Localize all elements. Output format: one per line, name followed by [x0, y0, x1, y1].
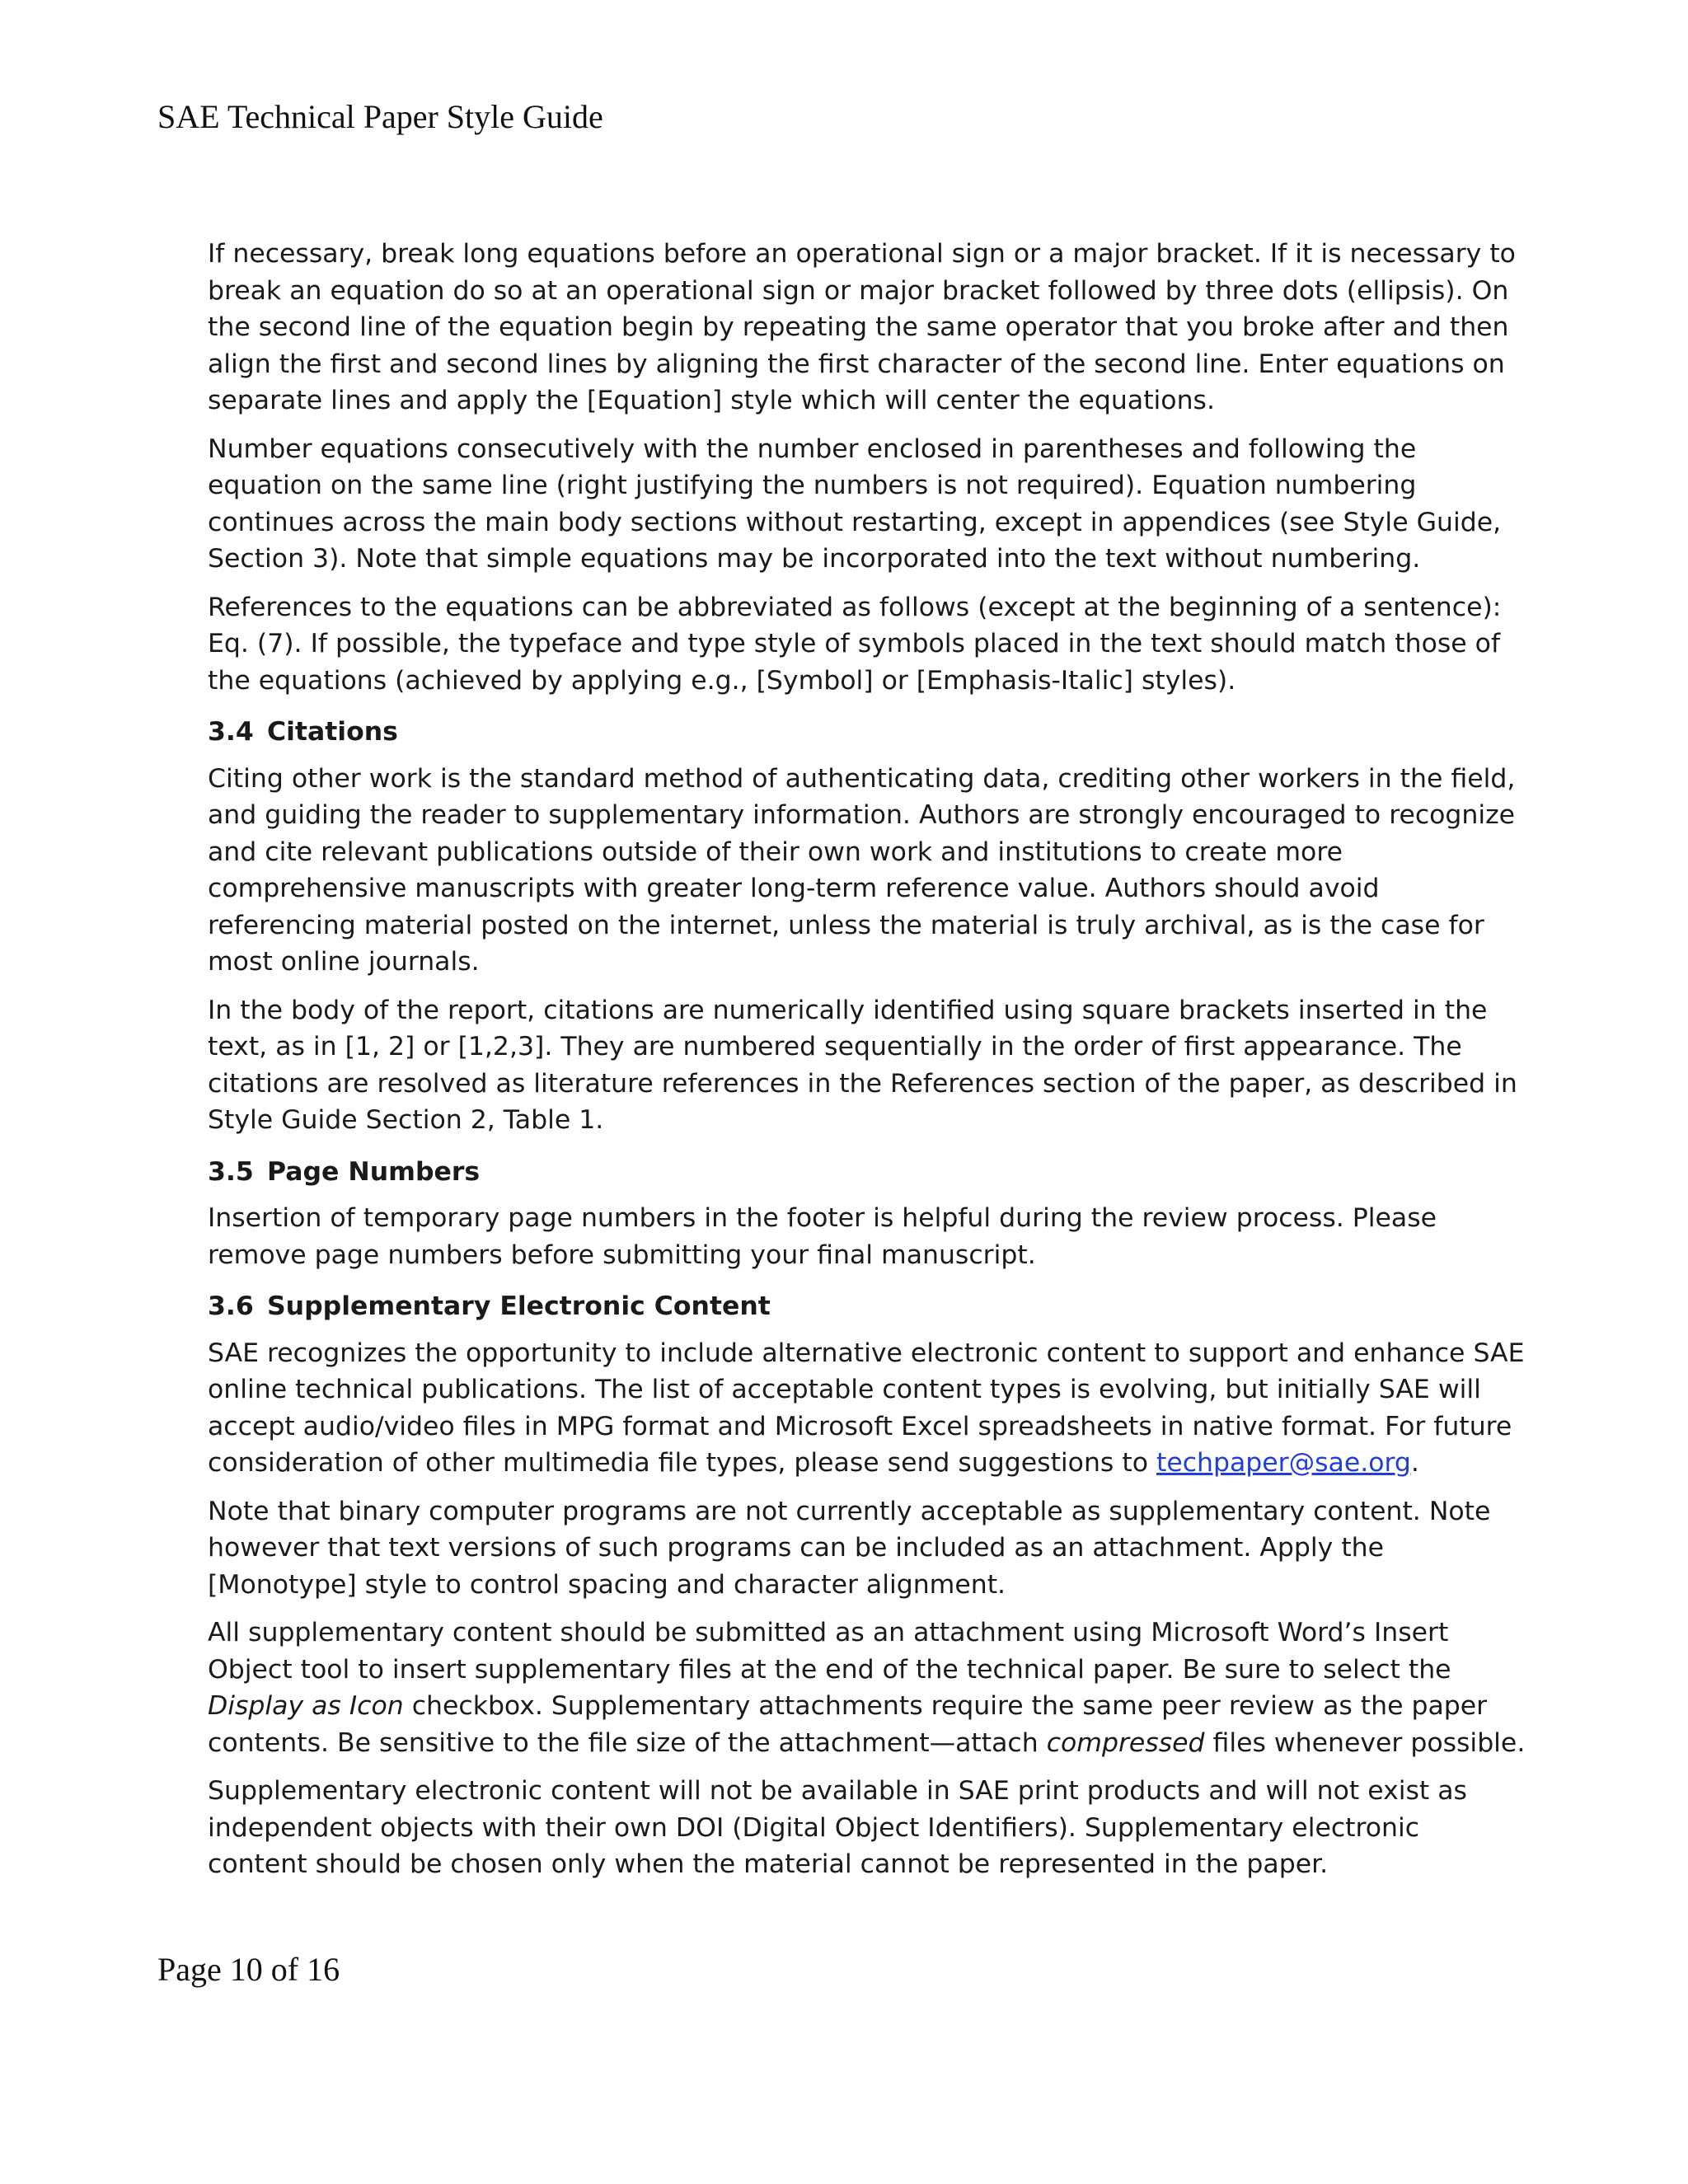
text-run: SAE recognizes the opportunity to include alternative electronic content to support and enhance SAE online technical publications. The list of acceptable content types is evolving, but initially SAE will accept audio/video files in MPG format and Microsoft Excel spreadsheets in native format. For future consideration of other multimedia file types, please send suggestions to — [208, 1338, 1525, 1478]
section-number: 3.5 — [208, 1156, 254, 1187]
text-run: All supplementary content should be submitted as an attachment using Microsoft Word’s Insert Object tool to insert supplementary files at the end of the technical paper. Be sure to select the — [208, 1618, 1451, 1685]
section-heading-page-numbers — [208, 1154, 1526, 1191]
paragraph-citations-intro: Citing other work is the standard method of authenticating data, crediting other workers in the field, and guiding the reader to supplementary information. Authors are strongly encouraged to recognize and cite relevant publications outside of their own work and institutions to create more comprehensive manuscripts with greater long-term reference value. Authors should avoid referencing material posted on the internet, unless the material is truly archival, as is the case for most online journals. — [208, 763, 1516, 977]
text-run: checkbox. Supplementary attachments require the same peer review as the paper contents. Be sensitive to the file size of the attachment—attach — [208, 1691, 1488, 1758]
text-run: . — [1410, 1448, 1419, 1478]
page-number-footer: Page 10 of 16 — [157, 1951, 340, 1988]
paragraph-supplementary-programs: Note that binary computer programs are not currently acceptable as supplementary content. Note however that text versions of such programs can be included as an attachment. Apply the [Monotype] style to control spacing and character alignment. — [208, 1496, 1491, 1600]
section-title: Supplementary Electronic Content — [267, 1291, 771, 1321]
paragraph-supplementary-availability: Supplementary electronic content will not be available in SAE print products and will not exist as independent objects with their own DOI (Digital Object Identifiers). Supplementary electronic content should be chosen only when the material cannot be represented in the paper. — [208, 1776, 1467, 1879]
paragraph-page-numbers: Insertion of temporary page numbers in the footer is helpful during the review process. Please remove page numbers before submitting your final manuscript. — [208, 1203, 1437, 1270]
paragraph-supplementary-intro — [208, 1335, 1526, 1482]
section-heading-supplementary — [208, 1288, 1526, 1325]
emphasis-display-as-icon: Display as Icon — [208, 1691, 404, 1721]
section-title: Page Numbers — [267, 1156, 481, 1187]
paragraph-citations-format: In the body of the report, citations are numerically identified using square brackets inserted in the text, as in [1, 2] or [1,2,3]. They are numbered sequentially in the order of first appearance. The citations are resolved as literature references in the References section of the paper, as described in Style Guide Section 2, Table 1. — [208, 995, 1517, 1135]
section-title: Citations — [267, 717, 398, 747]
document-body — [208, 236, 1526, 1895]
paragraph-supplementary-attachments — [208, 1615, 1526, 1761]
email-link[interactable]: techpaper@sae.org — [1156, 1448, 1411, 1478]
paragraph-equations-references: References to the equations can be abbreviated as follows (except at the beginning of a sentence): Eq. (7). If possible, the typeface and type style of symbols placed in the text should match those of the equations (achieved by applying e.g., [Symbol] or [Emphasis-Italic] styles). — [208, 592, 1502, 696]
paragraph-equations-breaking: If necessary, break long equations before an operational sign or a major bracket. If it is necessary to break an equation do so at an operational sign or major bracket followed by three dots (ellipsis). On the second line of the equation begin by repeating the same operator that you broke after and then align the first and second lines by aligning the first character of the second line. Enter equations on separate lines and apply the [Equation] style which will center the equations. — [208, 239, 1516, 415]
section-number: 3.4 — [208, 717, 254, 747]
section-heading-citations — [208, 714, 1526, 751]
running-header: SAE Technical Paper Style Guide — [157, 98, 603, 135]
section-number: 3.6 — [208, 1291, 254, 1321]
emphasis-compressed: compressed — [1046, 1727, 1205, 1758]
text-run: files whenever possible. — [1204, 1727, 1526, 1758]
paragraph-equations-numbering: Number equations consecutively with the number enclosed in parentheses and following the equation on the same line (right justifying the numbers is not required). Equation numbering continues across the main body sections without restarting, except in appendices (see Style Guide, Section 3). Note that simple equations may be incorporated into the text without numbering. — [208, 434, 1502, 574]
